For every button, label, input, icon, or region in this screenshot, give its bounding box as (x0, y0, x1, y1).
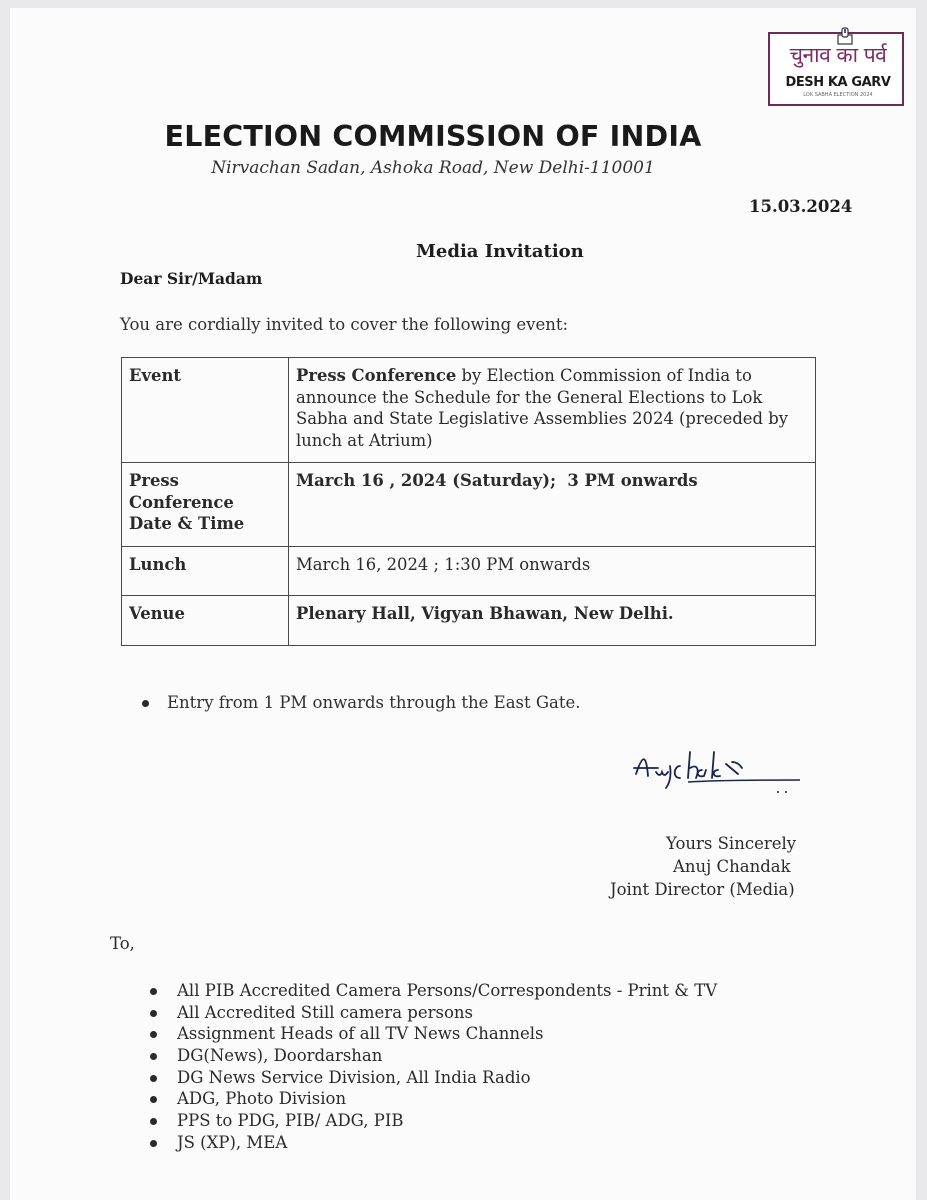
bullet-dot (142, 700, 149, 707)
table-row-press-conference (122, 463, 816, 547)
list-item: All Accredited Still camera persons (150, 1002, 717, 1024)
table-row-lunch (122, 547, 816, 596)
salutation: Dear Sir/Madam (120, 269, 263, 288)
event-value (289, 358, 816, 463)
list-item: PPS to PDG, PIB/ ADG, PIB (150, 1110, 717, 1132)
letter-page (10, 8, 916, 1200)
recipient-list (150, 980, 717, 1154)
logo-hindi-text: चुनाव का पर्व (789, 43, 887, 67)
handwritten-signature (628, 746, 808, 806)
letter-heading: Media Invitation (416, 241, 584, 262)
list-item: JS (XP), MEA (150, 1132, 717, 1154)
event-value-bold: Press Conference (296, 366, 457, 385)
venue-value: Plenary Hall, Vigyan Bhawan, New Delhi. (289, 596, 816, 646)
venue-label: Venue (122, 596, 289, 646)
signatory-name: Anuj Chandak (673, 857, 791, 876)
list-item: All PIB Accredited Camera Persons/Correspondents - Print & TV (150, 980, 717, 1002)
list-item: ADG, Photo Division (150, 1088, 717, 1110)
to-label: To, (110, 934, 135, 953)
list-item: DG News Service Division, All India Radio (150, 1067, 717, 1089)
logo-subtext: LOK SABHA ELECTION 2024 (803, 92, 873, 98)
list-item: Assignment Heads of all TV News Channels (150, 1023, 717, 1045)
logo-english-text: DESH KA GARV (785, 75, 891, 90)
event-value-text: by Election Commission of India to announce the Schedule for the General Elections to Lok Sabha and State Legislative Assemblies 2024 (preceded by lunch at Atrium) (296, 366, 788, 450)
organization-address: Nirvachan Sadan, Ashoka Road, New Delhi-110001 (211, 158, 655, 178)
event-details-table (121, 357, 816, 646)
intro-text: You are cordially invited to cover the following event: (120, 315, 569, 334)
table-row-event (122, 358, 816, 463)
event-label: Event (122, 358, 289, 463)
organization-title: ELECTION COMMISSION OF INDIA (164, 120, 702, 153)
table-row-venue (122, 596, 816, 646)
signatory-designation: Joint Director (Media) (610, 880, 795, 899)
entry-note: Entry from 1 PM onwards through the East Gate. (167, 693, 581, 712)
list-item: DG(News), Doordarshan (150, 1045, 717, 1067)
closing: Yours Sincerely (666, 834, 797, 853)
lunch-label: Lunch (122, 547, 289, 596)
letter-date: 15.03.2024 (749, 197, 853, 216)
press-conference-value: March 16 , 2024 (Saturday); 3 PM onwards (289, 463, 816, 547)
chunav-ka-parv-logo (768, 32, 904, 106)
press-conference-label: Press Conference Date & Time (122, 463, 289, 547)
lunch-value: March 16, 2024 ; 1:30 PM onwards (289, 547, 816, 596)
